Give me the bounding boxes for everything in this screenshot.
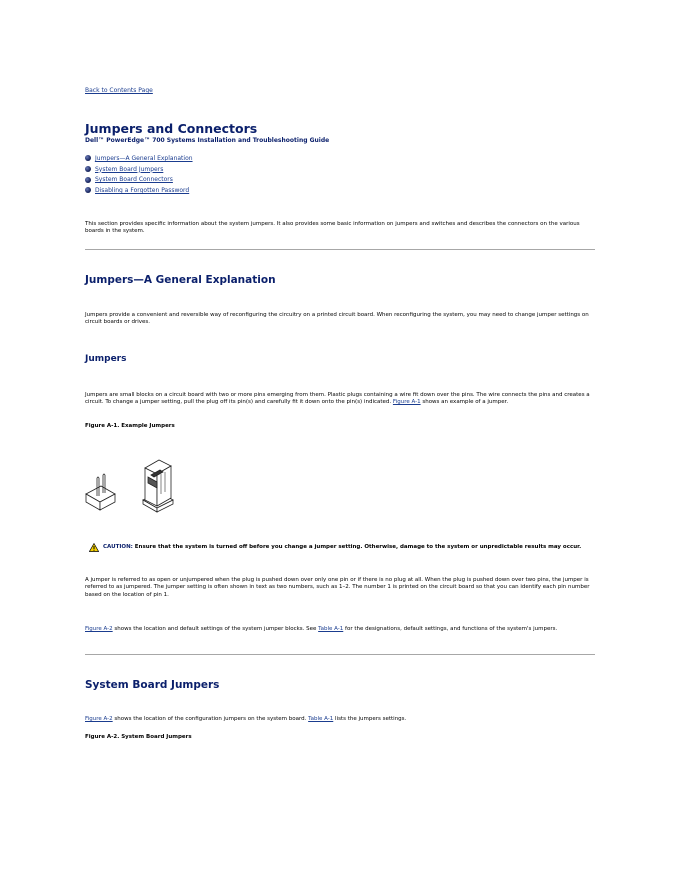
toc-item — [85, 185, 193, 196]
jumpers-text-end: shows an example of a jumper. — [420, 399, 509, 406]
jumpers-paragraph — [85, 392, 595, 407]
jumper-blocks-paragraph — [85, 626, 595, 633]
example-jumpers-illustration — [85, 456, 185, 516]
system-board-jumpers-text-end: lists the jumpers settings. — [333, 716, 407, 722]
figure-a2-link[interactable]: Figure A-2 — [85, 626, 113, 632]
page-subtitle: Dell™ PowerEdge™ 700 Systems Installation and Troubleshooting Guide — [85, 137, 330, 144]
figure-a2-caption: Figure A-2. System Board Jumpers — [85, 734, 192, 740]
warning-icon — [89, 543, 99, 552]
toc-link-jumpers-general[interactable]: Jumpers—A General Explanation — [95, 154, 193, 162]
toc-item — [85, 153, 193, 164]
table-a1-link[interactable]: Table A-1 — [318, 626, 344, 632]
caution-text-block — [103, 544, 581, 551]
closed-jumper-drawing — [143, 460, 173, 512]
bullet-icon — [85, 177, 91, 183]
figure-a1-caption: Figure A-1. Example Jumpers — [85, 423, 175, 429]
table-a1-link[interactable]: Table A-1 — [308, 716, 334, 722]
system-board-jumpers-paragraph — [85, 716, 595, 723]
jumper-blocks-text: shows the location and default settings of the system jumper blocks. See — [112, 626, 319, 632]
figure-a2-link[interactable]: Figure A-2 — [85, 716, 113, 722]
toc-link-disabling-password[interactable]: Disabling a Forgotten Password — [95, 186, 190, 194]
toc-item — [85, 164, 193, 175]
system-board-jumpers-text: shows the location of the configuration jumpers on the system board. — [112, 716, 309, 722]
jumpers-text: Jumpers are small blocks on a circuit board with two or more pins emerging from them. Plastic plugs containing a wire fit down over the pins. The wire connects the pins and creates a circuit. To change a jumper setting, pull the plug off its pin(s) and carefully fit it down onto the pin(s) indicated. — [85, 392, 590, 406]
page-title: Jumpers and Connectors — [85, 121, 258, 136]
table-of-contents — [85, 153, 193, 196]
section-divider — [85, 654, 595, 655]
jumpers-general-paragraph: Jumpers provide a convenient and reversible way of reconfiguring the circuitry on a printed circuit board. When reconfiguring the system, you may need to change jumper settings on circuit boards or drives. — [85, 312, 589, 326]
back-to-contents-link[interactable]: Back to Contents Page — [85, 87, 153, 94]
toc-link-system-board-connectors[interactable]: System Board Connectors — [95, 176, 173, 184]
subsection-heading-jumpers: Jumpers — [85, 354, 127, 364]
open-jumper-paragraph: A jumper is referred to as open or unjumpered when the plug is pushed down over only one pin or if there is no plug at all. When the plug is pushed down over two pins, the jumper is referred to as jumpered. The jumper setting is often shown in text as two numbers, such as 1–2. The number 1 is printed on the circuit board so that you can identify each pin number based on the location of pin 1. — [85, 577, 590, 598]
toc-item — [85, 174, 193, 185]
caution-label: CAUTION: — [103, 544, 133, 550]
bullet-icon — [85, 155, 91, 161]
toc-link-system-board-jumpers[interactable]: System Board Jumpers — [95, 165, 164, 173]
section-heading-jumpers-general: Jumpers—A General Explanation — [85, 274, 276, 286]
bullet-icon — [85, 166, 91, 172]
figure-a1-link[interactable]: Figure A-1 — [392, 399, 421, 406]
section-divider — [85, 249, 595, 250]
caution-notice — [89, 544, 589, 552]
open-jumper-drawing — [86, 474, 115, 510]
section-heading-system-board-jumpers: System Board Jumpers — [85, 679, 220, 691]
intro-paragraph: This section provides specific information about the system jumpers. It also provides some basic information on jumpers and switches and describes the connectors on the various boards in the system. — [85, 221, 580, 235]
jumper-blocks-text-end: for the designations, default settings, and functions of the system's jumpers. — [343, 626, 558, 632]
bullet-icon — [85, 187, 91, 193]
caution-text: Ensure that the system is turned off before you change a jumper setting. Otherwise, damage to the system or unpredictable results may occur. — [132, 544, 582, 550]
